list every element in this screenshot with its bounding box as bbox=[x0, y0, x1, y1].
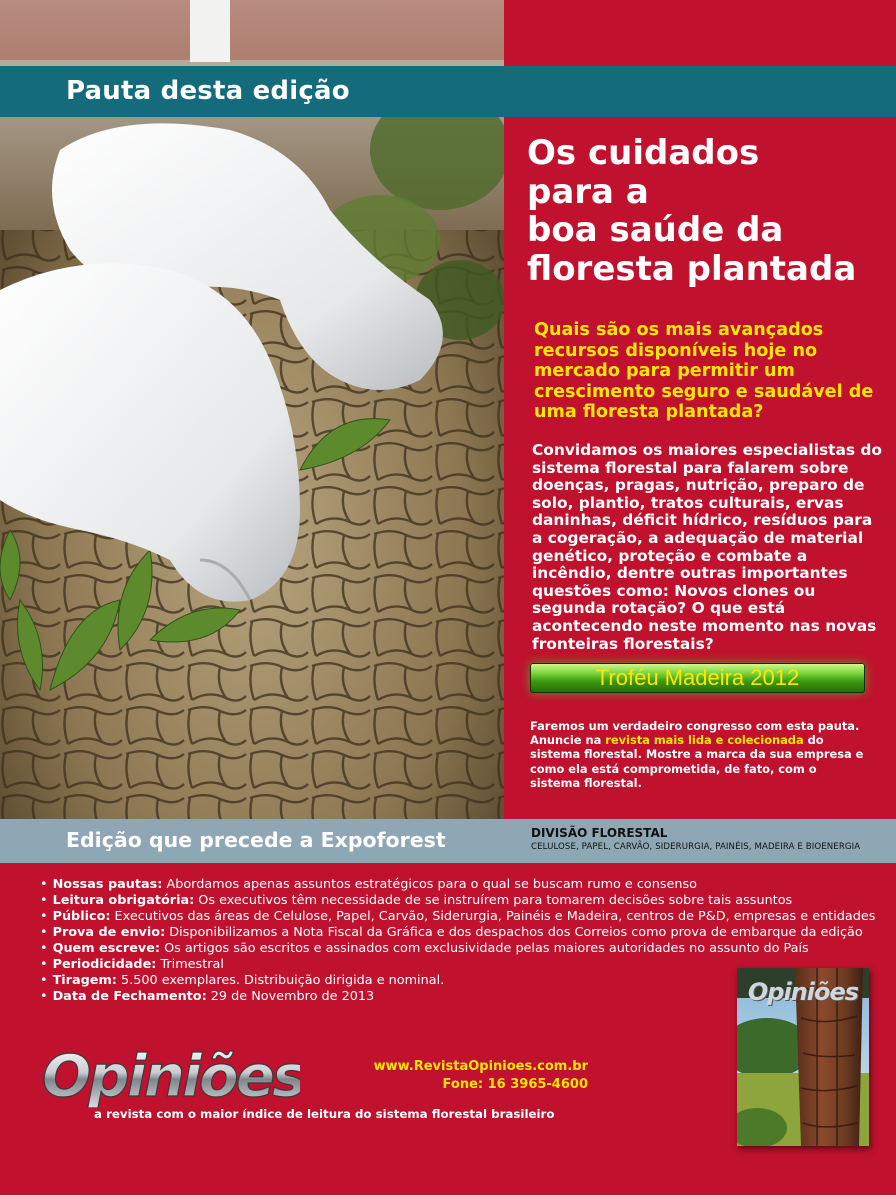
headline-line: Os cuidados bbox=[527, 133, 760, 173]
body-text: Convidamos os maiores especialistas do sistema florestal para falarem sobre doenças, pragas, nutrição, preparo de solo, plantio, tratos culturais, ervas daninhas, déficit hídrico, resíduos para a cogeração, a adequação de material genético, proteção e combate a incêndio, dentre outras importantes questões como: Novos clones ou segunda rotação? O que está acontecendo neste momento nas novas fronteiras florestais? bbox=[532, 441, 882, 653]
magazine-cover bbox=[737, 968, 869, 1146]
cover-title: Opiniões bbox=[747, 978, 859, 1006]
congress-text bbox=[530, 719, 870, 790]
list-item-label: Data de Fechamento: bbox=[52, 989, 207, 1004]
congress-text-end: do sistema florestal. Mostre a marca da sua empresa e como ela está comprometida, de fato, com o sistema florestal. bbox=[530, 733, 864, 790]
list-item-label: Quem escreve: bbox=[52, 941, 161, 956]
list-item bbox=[40, 893, 890, 909]
list-item bbox=[40, 877, 890, 893]
list-item-text: Abordamos apenas assuntos estratégicos para o qual se buscam rumo e consenso bbox=[162, 877, 697, 892]
headline-line: para a bbox=[527, 171, 649, 212]
list-item-text: Os artigos são escritos e assinados com exclusividade pelas maiores autoridades no assunto do País bbox=[160, 941, 809, 956]
section-title: Pauta desta edição bbox=[66, 76, 350, 106]
list-item-label: Prova de envio: bbox=[52, 925, 166, 940]
list-item-label: Leitura obrigatória: bbox=[52, 893, 195, 908]
list-item-text: Trimestral bbox=[156, 957, 224, 972]
list-item-text: 29 de Novembro de 2013 bbox=[206, 989, 375, 1004]
division-subtitle: CELULOSE, PAPEL, CARVÃO, SIDERURGIA, PAINÉIS, MADEIRA E BIOENERGIA bbox=[531, 842, 861, 852]
opinioes-logo bbox=[40, 1038, 300, 1108]
list-item bbox=[40, 925, 890, 941]
hero-photo bbox=[0, 0, 504, 822]
list-item-text: Disponibilizamos a Nota Fiscal da Gráfica e dos despachos dos Correios como prova de embarque da edição bbox=[165, 925, 863, 940]
list-item-label: Periodicidade: bbox=[52, 957, 157, 972]
logo-text: Opiniões bbox=[42, 1042, 300, 1108]
congress-text-start: Faremos um verdadeiro congresso com esta pauta. Anuncie na bbox=[530, 719, 860, 748]
list-item-label: Tiragem: bbox=[52, 973, 117, 988]
tagline: a revista com o maior índice de leitura do sistema florestal brasileiro bbox=[94, 1107, 555, 1121]
list-item-text: 5.500 exemplares. Distribuição dirigida e nominal. bbox=[116, 973, 445, 988]
website-link[interactable]: www.RevistaOpinioes.com.br bbox=[373, 1059, 588, 1074]
list-item-label: Público: bbox=[52, 909, 111, 924]
headline-line: floresta plantada bbox=[527, 248, 857, 289]
list-item-text: Executivos das áreas de Celulose, Papel, Carvão, Siderurgia, Painéis e Madeira, centros de P&D, empresas e entidades bbox=[110, 909, 876, 924]
division-title: DIVISÃO FLORESTAL bbox=[531, 826, 668, 840]
trophy-banner: Troféu Madeira 2012 bbox=[530, 663, 865, 693]
lead-question: Quais são os mais avançados recursos disponíveis hoje no mercado para permitir um crescimento seguro e saudável de uma floresta plantada? bbox=[534, 320, 874, 423]
contact-info bbox=[340, 1058, 588, 1093]
congress-highlight: revista mais lida e colecionada bbox=[605, 733, 804, 748]
list-item bbox=[40, 909, 890, 925]
edition-title: Edição que precede a Expoforest bbox=[66, 828, 446, 852]
list-item-text: Os executivos têm necessidade de se instruírem para tomarem decisões sobre tais assuntos bbox=[194, 893, 793, 908]
list-item bbox=[40, 941, 890, 957]
phone-number: Fone: 16 3965-4600 bbox=[442, 1076, 588, 1092]
list-item-label: Nossas pautas: bbox=[52, 877, 163, 892]
headline-line: boa saúde da bbox=[527, 210, 784, 250]
headline bbox=[527, 134, 887, 288]
